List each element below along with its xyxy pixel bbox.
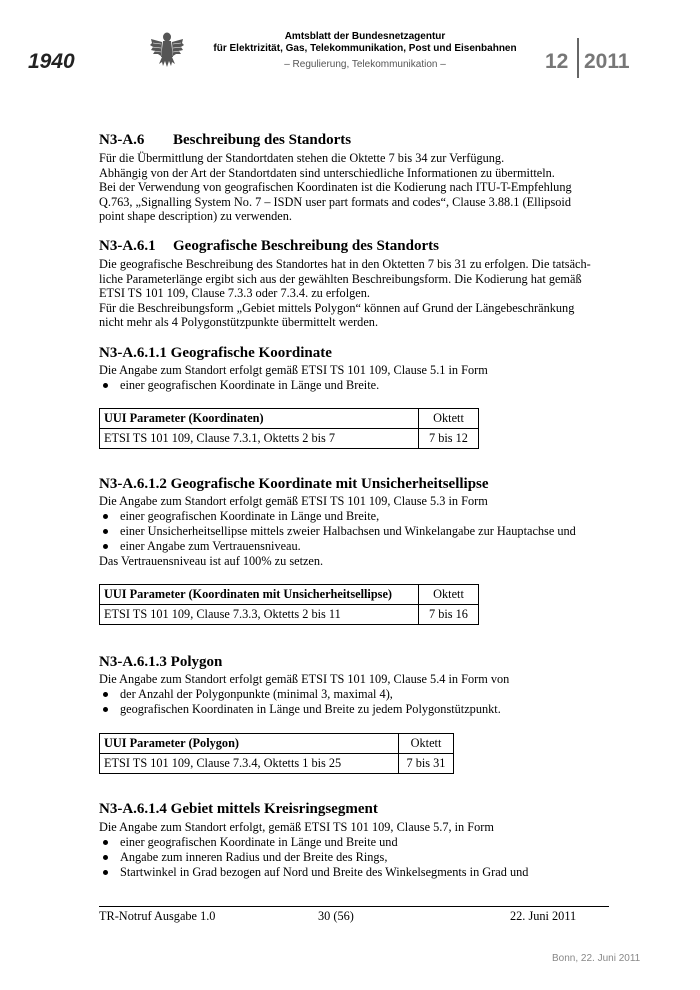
paragraph-line: Die Angabe zum Standort erfolgt, gemäß ETSI TS 101 109, Clause 5.7, in Form <box>99 820 494 834</box>
section-heading-a6 <box>99 131 351 149</box>
table-header-row <box>100 409 479 429</box>
bullet-list <box>99 378 488 393</box>
bullet-list <box>99 509 576 554</box>
table-header-cell: UUI Parameter (Koordinaten) <box>100 409 419 429</box>
table-cell: 7 bis 12 <box>419 429 479 449</box>
section-a611-body <box>99 363 488 393</box>
section-a613-body <box>99 672 509 717</box>
gazette-subtitle: – Regulierung, Telekommunikation – <box>284 59 446 70</box>
footer-date: 22. Juni 2011 <box>510 909 577 923</box>
parameter-table-uncertainty-ellipse <box>99 584 479 625</box>
table-header-cell: UUI Parameter (Polygon) <box>100 734 399 754</box>
paragraph-line: Bei der Verwendung von geografischen Koordinaten ist die Kodierung nach ITU-T-Empfehlung <box>99 180 572 194</box>
list-item: einer Angabe zum Vertrauensniveau. <box>99 539 576 554</box>
header-divider <box>577 38 579 78</box>
table-cell: ETSI TS 101 109, Clause 7.3.4, Oktetts 1 bis 25 <box>100 754 399 774</box>
table-cell: 7 bis 31 <box>399 754 454 774</box>
paragraph-line: ETSI TS 101 109, Clause 7.3.3 oder 7.3.4. zu erfolgen. <box>99 286 370 300</box>
gazette-title <box>200 31 530 55</box>
table-header-row <box>100 734 454 754</box>
table-row <box>100 605 479 625</box>
table-header-cell: Oktett <box>399 734 454 754</box>
section-a61-body <box>99 257 591 330</box>
section-heading-a613: N3-A.6.1.3 Polygon <box>99 654 223 670</box>
table-header-row <box>100 585 479 605</box>
list-item: der Anzahl der Polygonpunkte (minimal 3, maximal 4), <box>99 687 509 702</box>
paragraph-line: Für die Übermittlung der Standortdaten stehen die Oktette 7 bis 34 zur Verfügung. <box>99 151 505 165</box>
publication-place-date: Bonn, 22. Juni 2011 <box>552 953 641 964</box>
list-item: Startwinkel in Grad bezogen auf Nord und Breite des Winkelsegments in Grad und <box>99 865 528 880</box>
parameter-table-coordinates <box>99 408 479 449</box>
section-heading-a612: N3-A.6.1.2 Geografische Koordinate mit Unsicherheitsellipse <box>99 476 489 492</box>
section-a614-body <box>99 820 528 880</box>
section-a6-body <box>99 151 572 224</box>
list-item: Angabe zum inneren Radius und der Breite des Rings, <box>99 850 528 865</box>
section-number: N3-A.6 <box>99 132 145 148</box>
table-cell: ETSI TS 101 109, Clause 7.3.3, Oktetts 2 bis 11 <box>100 605 419 625</box>
paragraph-line: Die Angabe zum Standort erfolgt gemäß ETSI TS 101 109, Clause 5.3 in Form <box>99 494 488 508</box>
table-cell: ETSI TS 101 109, Clause 7.3.1, Oktetts 2 bis 7 <box>100 429 419 449</box>
paragraph-line: Abhängig von der Art der Standortdaten sind unterschiedliche Informationen zu übermitteln. <box>99 165 555 180</box>
eagle-icon <box>150 30 184 70</box>
table-header-cell: Oktett <box>419 585 479 605</box>
table-row <box>100 754 454 774</box>
issue-year: 2011 <box>584 50 630 73</box>
section-heading-a614: N3-A.6.1.4 Gebiet mittels Kreisringsegment <box>99 801 378 817</box>
issue-number: 12 <box>545 50 569 73</box>
table-header-cell: UUI Parameter (Koordinaten mit Unsicherheitsellipse) <box>100 585 419 605</box>
paragraph-line: liche Parameterlänge ergibt sich aus der gewählten Beschreibungsform. Die Kodierung hat gemäß <box>99 271 582 286</box>
list-item: geografischen Koordinaten in Länge und Breite zu jedem Polygonstützpunkt. <box>99 702 509 717</box>
footer-document-name: TR-Notruf Ausgabe 1.0 <box>99 909 216 923</box>
paragraph-line: nicht mehr als 4 Polygonstützpunkte übermittelt werden. <box>99 315 379 329</box>
section-heading-a611: N3-A.6.1.1 Geografische Koordinate <box>99 345 332 361</box>
section-title: Beschreibung des Standorts <box>173 132 352 148</box>
paragraph-line: Q.763, „Signalling System No. 7 – ISDN user part formats and codes“, Clause 3.88.1 (Ellipsoid <box>99 194 572 209</box>
gazette-title-line1: Amtsblatt der Bundesnetzagentur <box>284 31 446 42</box>
paragraph-line: Die geografische Beschreibung des Standortes hat in den Oktetten 7 bis 31 zu erfolgen. Die tatsäch- <box>99 257 591 271</box>
list-item: einer geografischen Koordinate in Länge und Breite und <box>99 835 528 850</box>
footer-rule <box>99 906 609 907</box>
federal-eagle-emblem <box>150 30 184 70</box>
paragraph-line: Die Angabe zum Standort erfolgt gemäß ETSI TS 101 109, Clause 5.1 in Form <box>99 363 488 377</box>
bullet-list <box>99 687 509 717</box>
section-heading-a61 <box>99 237 439 255</box>
paragraph-line: Die Angabe zum Standort erfolgt gemäß ETSI TS 101 109, Clause 5.4 in Form von <box>99 672 510 686</box>
table-cell: 7 bis 16 <box>419 605 479 625</box>
gazette-title-line2: für Elektrizität, Gas, Telekommunikation, Post und Eisenbahnen <box>213 43 517 54</box>
table-header-cell: Oktett <box>419 409 479 429</box>
paragraph-line: Für die Beschreibungsform „Gebiet mittels Polygon“ können auf Grund der Längebeschränkung <box>99 300 575 315</box>
issue-page-number: 1940 <box>28 50 75 73</box>
list-item: einer geografischen Koordinate in Länge und Breite. <box>99 378 488 393</box>
bullet-list <box>99 835 528 880</box>
footer-page-number: 30 (56) <box>318 909 354 923</box>
paragraph-line: Das Vertrauensniveau ist auf 100% zu setzen. <box>99 553 324 568</box>
section-number: N3-A.6.1 <box>99 238 156 254</box>
section-a612-body <box>99 494 576 568</box>
paragraph-line: point shape description) zu verwenden. <box>99 209 292 223</box>
list-item: einer geografischen Koordinate in Länge und Breite, <box>99 509 576 524</box>
list-item: einer Unsicherheitsellipse mittels zweier Halbachsen und Winkelangabe zur Hauptachse und <box>99 524 576 539</box>
section-title: Geografische Beschreibung des Standorts <box>173 238 439 254</box>
parameter-table-polygon <box>99 733 454 774</box>
table-row <box>100 429 479 449</box>
